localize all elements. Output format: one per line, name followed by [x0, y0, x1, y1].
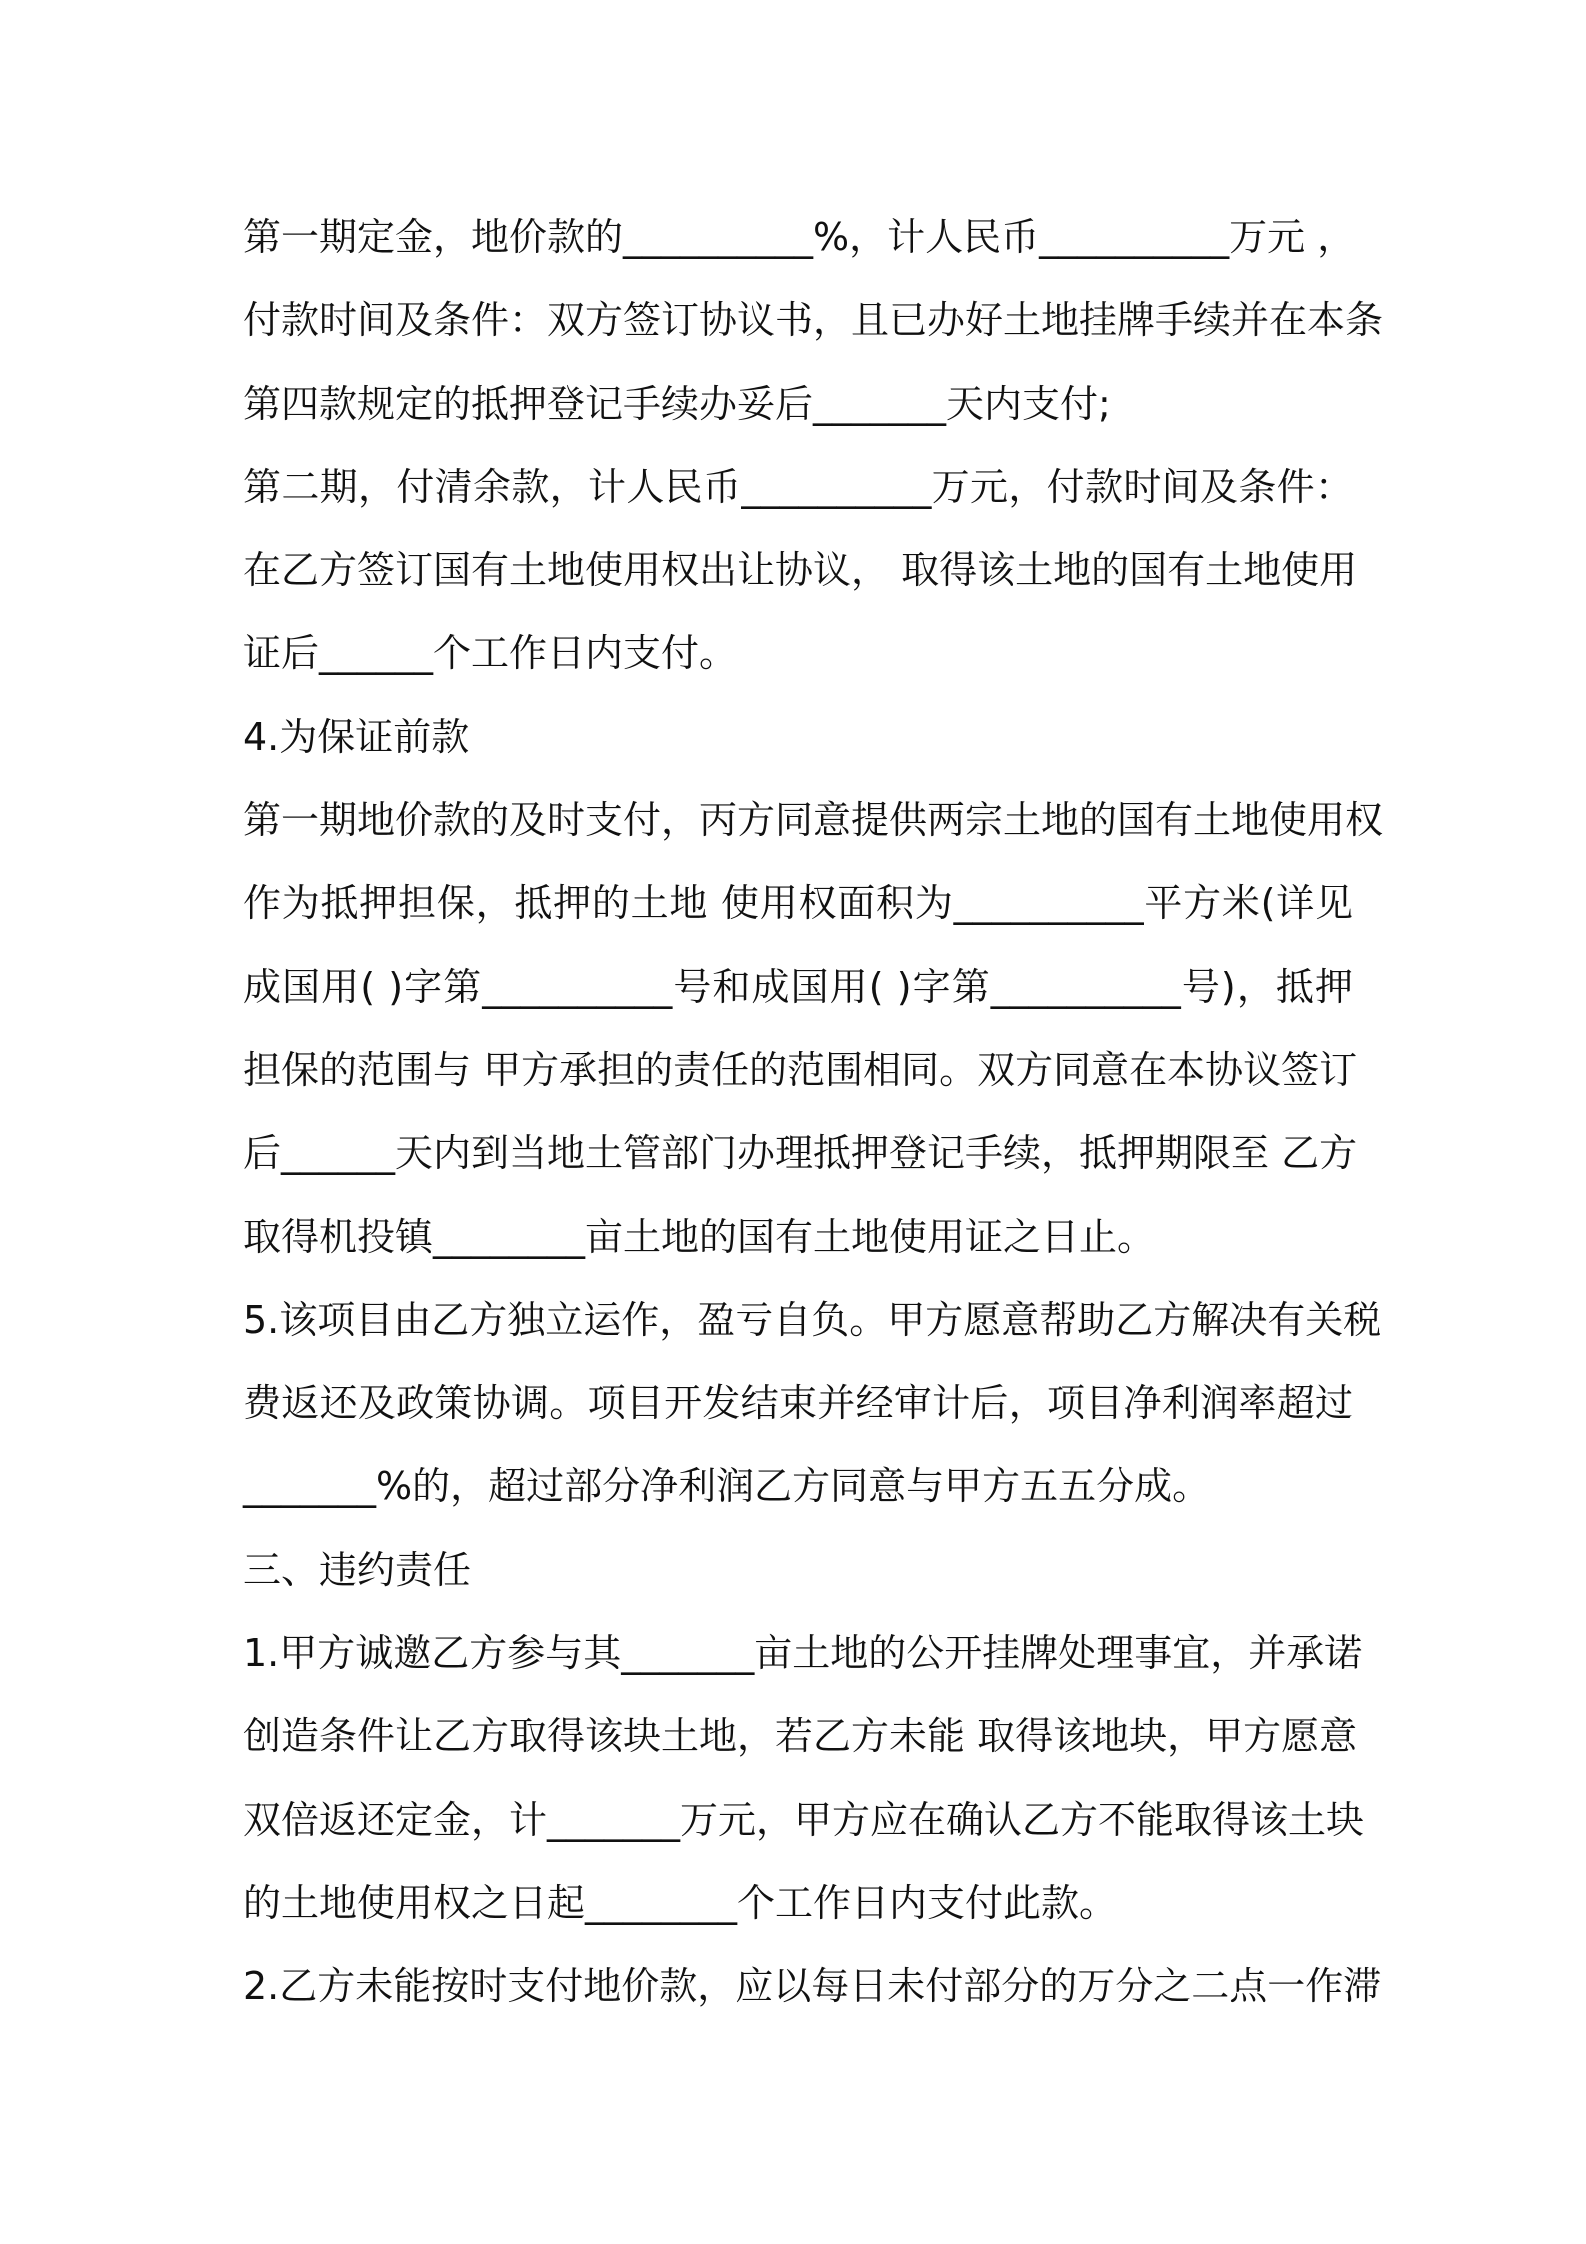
text-line-15: 费返还及政策协调。项目开发结束并经审计后，项目净利润率超过: [243, 1381, 1353, 1426]
text-line-8: 第一期地价款的及时支付，丙方同意提供两宗土地的国有土地使用权: [243, 798, 1384, 843]
text-line-3: 第四款规定的抵押登记手续办妥后_______天内支付;: [243, 381, 1111, 426]
text-line-10: 成国用( )字第__________号和成国用( )字第__________号)，抵押: [243, 964, 1353, 1009]
text-line-5: 在乙方签订国有土地使用权出让协议， 取得该土地的国有土地使用: [243, 548, 1358, 593]
text-line-14: 5.该项目由乙方独立运作，盈亏自负。甲方愿意帮助乙方解决有关税: [243, 1297, 1382, 1342]
text-line-18: 1.甲方诚邀乙方参与其_______亩土地的公开挂牌处理事宜，并承诺: [243, 1631, 1363, 1676]
text-line-2: 付款时间及条件：双方签订协议书，且已办好土地挂牌手续并在本条: [243, 298, 1384, 343]
section-heading-breach: 三、违约责任: [243, 1547, 472, 1592]
text-line-9: 作为抵押担保，抵押的土地 使用权面积为__________平方米(详见: [243, 881, 1353, 926]
text-line-6: 证后______个工作日内支付。: [243, 631, 738, 676]
text-line-19: 创造条件让乙方取得该块土地，若乙方未能 取得该地块，甲方愿意: [243, 1714, 1358, 1759]
text-line-11: 担保的范围与 甲方承担的责任的范围相同。双方同意在本协议签订: [243, 1047, 1358, 1092]
contract-body: [243, 196, 1384, 2029]
text-line-16: _______%的，超过部分净利润乙方同意与甲方五五分成。: [243, 1464, 1211, 1509]
text-line-1: 第一期定金，地价款的__________%，计人民币__________万元 ，: [243, 215, 1356, 259]
text-line-20: 双倍返还定金，计_______万元，甲方应在确认乙方不能取得该土块: [243, 1797, 1365, 1842]
text-line-21: 的土地使用权之日起________个工作日内支付此款。: [243, 1880, 1118, 1925]
text-line-22: 2.乙方未能按时支付地价款，应以每日未付部分的万分之二点一作滞: [243, 1964, 1382, 2009]
text-line-12: 后______天内到当地土管部门办理抵押登记手续，抵押期限至 乙方: [243, 1131, 1358, 1176]
text-line-13: 取得机投镇________亩土地的国有土地使用证之日止。: [243, 1214, 1156, 1259]
text-line-4: 第二期，付清余款，计人民币__________万元，付款时间及条件：: [243, 464, 1353, 509]
section-heading-4: 4.为保证前款: [243, 714, 470, 759]
